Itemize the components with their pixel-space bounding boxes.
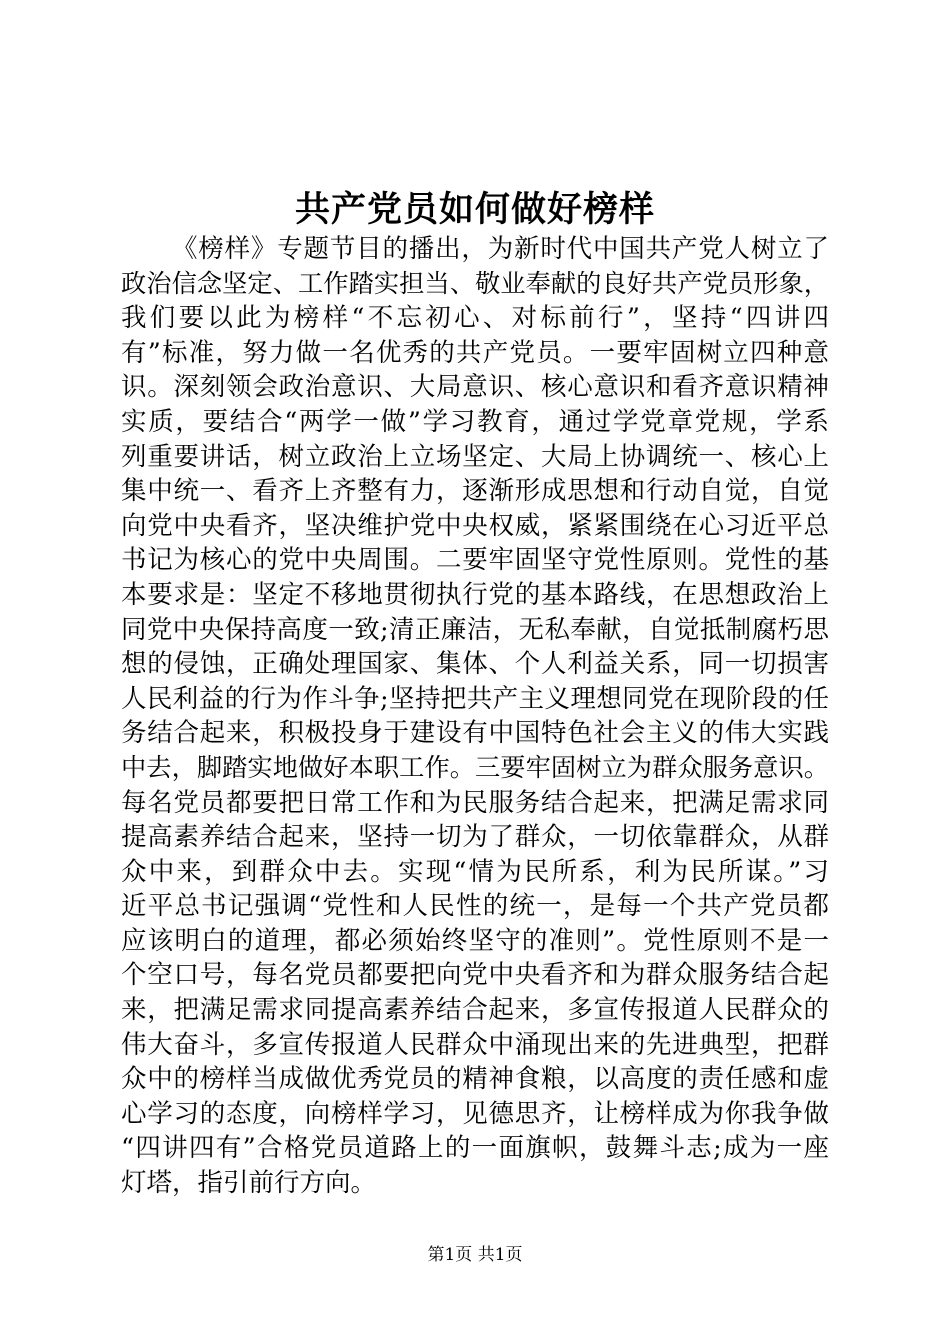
- body-line: 提高素养结合起来，坚持一切为了群众，一切依靠群众，从群: [121, 822, 829, 853]
- body-line: 有”标准，努力做一名优秀的共产党员。一要牢固树立四种意: [121, 337, 829, 368]
- body-line: 同党中央保持高度一致;清正廉洁，无私奉献，自觉抵制腐朽思: [121, 614, 829, 645]
- document-body: [121, 232, 829, 1201]
- body-line: 应该明白的道理，都必须始终坚守的准则”。党性原则不是一: [121, 925, 829, 956]
- document-title: 共产党员如何做好榜样: [294, 189, 655, 230]
- body-line: 书记为核心的党中央周围。二要牢固坚守党性原则。党性的基: [121, 545, 829, 576]
- body-line: 心学习的态度，向榜样学习，见德思齐，让榜样成为你我争做: [121, 1098, 829, 1129]
- body-line: 每名党员都要把日常工作和为民服务结合起来，把满足需求同: [121, 787, 829, 818]
- body-line: 来，把满足需求同提高素养结合起来，多宣传报道人民群众的: [121, 995, 829, 1026]
- body-line: 实质，要结合“两学一做”学习教育，通过学党章党规，学系: [121, 406, 829, 437]
- body-line: 向党中央看齐，坚决维护党中央权威，紧紧围绕在心习近平总: [121, 510, 829, 541]
- body-line: 众中的榜样当成做优秀党员的精神食粮，以高度的责任感和虚: [121, 1064, 829, 1095]
- body-line: 想的侵蚀，正确处理国家、集体、个人利益关系，同一切损害: [121, 649, 829, 680]
- body-line: 我们要以此为榜样“不忘初心、对标前行”，坚持“四讲四: [121, 303, 829, 334]
- body-line: 集中统一、看齐上齐整有力，逐渐形成思想和行动自觉，自觉: [121, 476, 829, 507]
- body-line: 列重要讲话，树立政治上立场坚定、大局上协调统一、核心上: [121, 441, 829, 472]
- body-line: “四讲四有”合格党员道路上的一面旗帜，鼓舞斗志;成为一座: [121, 1133, 829, 1164]
- body-line: 本要求是：坚定不移地贯彻执行党的基本路线，在思想政治上: [121, 579, 829, 610]
- body-line: 近平总书记强调“党性和人民性的统一，是每一个共产党员都: [121, 891, 829, 922]
- body-line: 伟大奋斗，多宣传报道人民群众中涌现出来的先进典型，把群: [121, 1029, 829, 1060]
- body-line: 识。深刻领会政治意识、大局意识、核心意识和看齐意识精神: [121, 372, 829, 403]
- body-line: 《榜样》专题节目的播出，为新时代中国共产党人树立了: [172, 234, 829, 264]
- body-line: 中去，脚踏实地做好本职工作。三要牢固树立为群众服务意识。: [121, 752, 829, 782]
- body-line: 个空口号，每名党员都要把向党中央看齐和为群众服务结合起: [121, 960, 829, 991]
- body-line: 政治信念坚定、工作踏实担当、敬业奉献的良好共产党员形象，: [121, 268, 829, 298]
- body-line: 务结合起来，积极投身于建设有中国特色社会主义的伟大实践: [121, 718, 829, 749]
- body-line: 人民利益的行为作斗争;坚持把共产主义理想同党在现阶段的任: [121, 683, 829, 714]
- body-line: 灯塔，指引前行方向。: [121, 1168, 377, 1199]
- page-footer: 第1页 共1页: [427, 1245, 523, 1265]
- body-line: 众中来，到群众中去。实现“情为民所系，利为民所谋。”习: [121, 856, 829, 887]
